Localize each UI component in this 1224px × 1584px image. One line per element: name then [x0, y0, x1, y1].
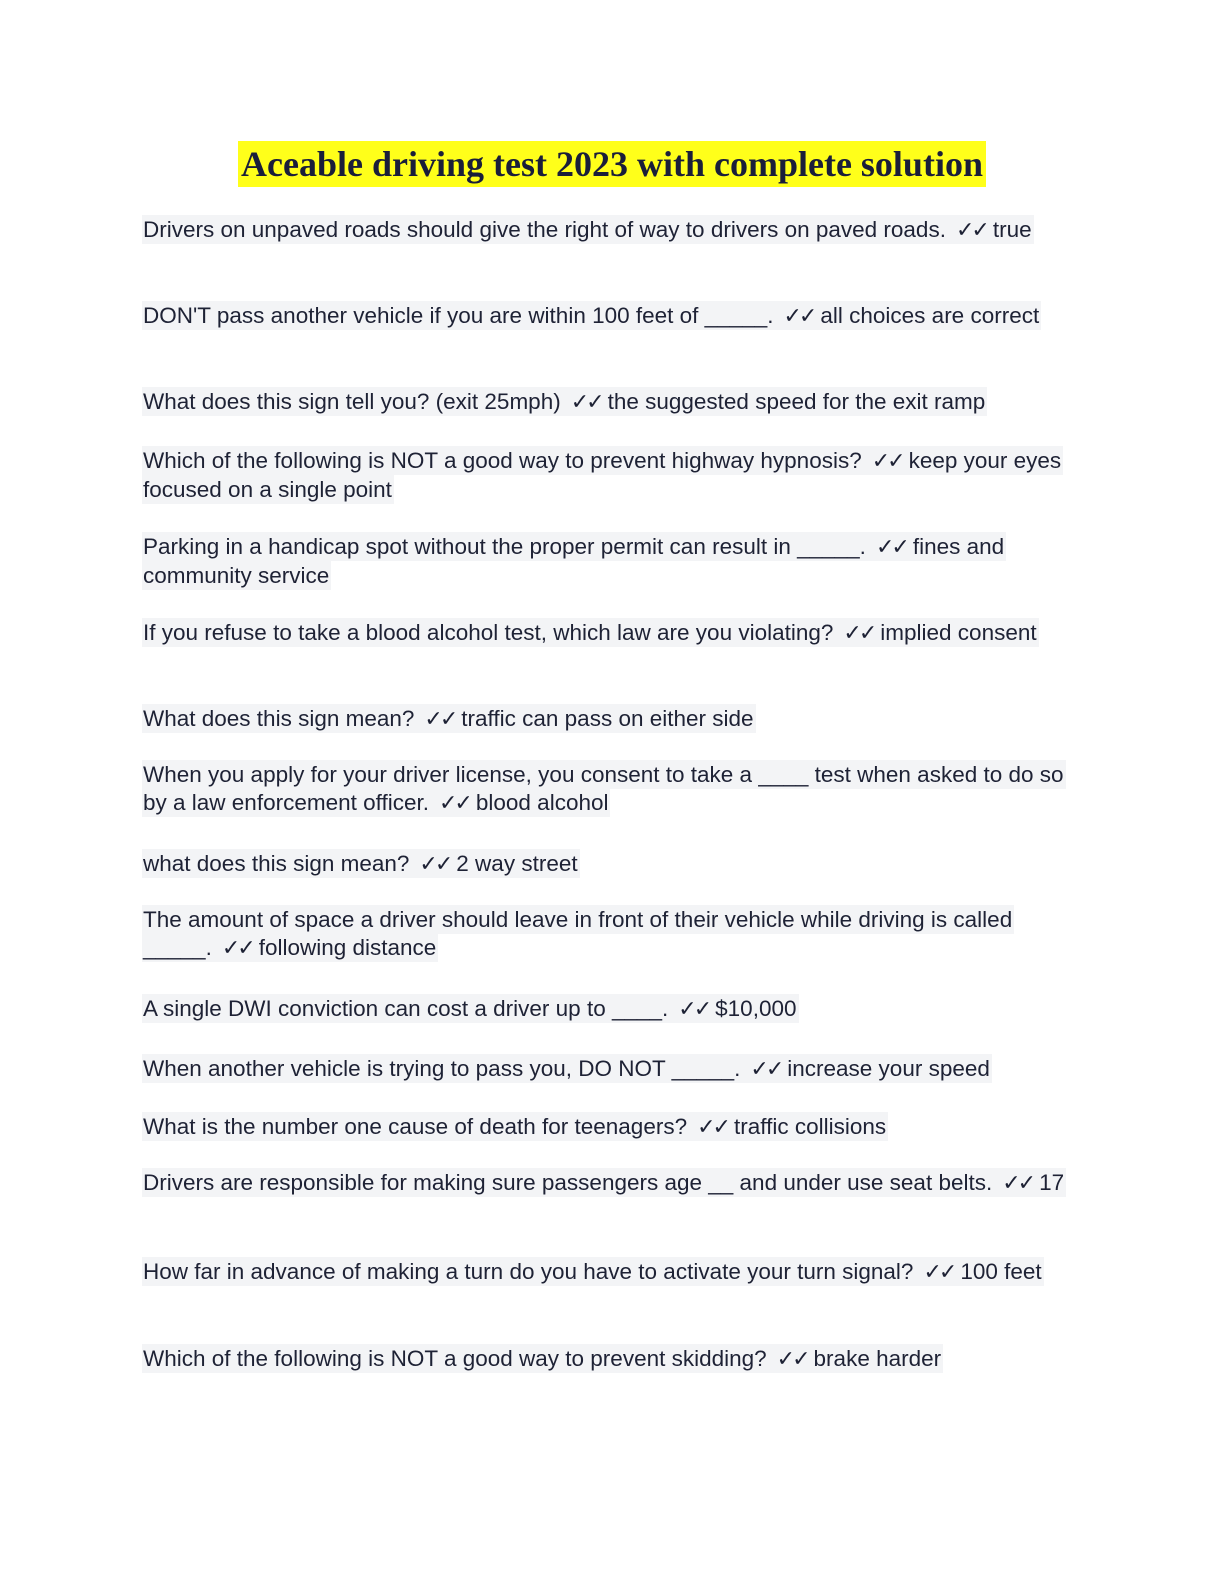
question-text: DON'T pass another vehicle if you are within 100 feet of _____. — [143, 303, 774, 328]
question-text: When another vehicle is trying to pass you, DO NOT _____. — [143, 1056, 741, 1081]
qa-item — [142, 1258, 1082, 1287]
double-check-icon: ✓✓ — [1002, 1171, 1034, 1196]
double-check-icon: ✓✓ — [955, 218, 987, 243]
answer-text: the suggested speed for the exit ramp — [607, 389, 986, 414]
title-container — [0, 141, 1224, 187]
question-text: How far in advance of making a turn do you have to activate your turn signal? — [143, 1259, 914, 1284]
qa-line — [142, 1257, 1044, 1286]
double-check-icon: ✓✓ — [697, 1115, 728, 1140]
qa-line — [142, 446, 1063, 504]
question-text: Drivers are responsible for making sure passengers age __ and under use seat belts. — [143, 1170, 993, 1195]
question-text: What is the number one cause of death for teenagers? — [143, 1114, 688, 1139]
qa-line — [142, 1168, 1066, 1197]
qa-line — [142, 994, 799, 1023]
question-text: what does this sign mean? — [143, 851, 410, 876]
double-check-icon: ✓✓ — [923, 1260, 955, 1285]
qa-item — [142, 705, 1082, 734]
question-text: Which of the following is NOT a good way to prevent highway hypnosis? — [143, 448, 862, 473]
qa-line — [142, 387, 987, 416]
answer-text: following distance — [258, 935, 437, 960]
qa-item — [142, 906, 1082, 963]
qa-item — [142, 447, 1082, 504]
double-check-icon: ✓✓ — [875, 535, 907, 560]
question-text: Which of the following is NOT a good way to prevent skidding? — [143, 1346, 767, 1371]
answer-text: brake harder — [813, 1346, 942, 1371]
qa-item — [142, 1055, 1082, 1084]
qa-item — [142, 1345, 1082, 1374]
qa-line — [142, 704, 756, 733]
qa-item — [142, 850, 1082, 879]
qa-item — [142, 1113, 1082, 1142]
qa-item — [142, 302, 1082, 331]
qa-line — [142, 849, 580, 878]
double-check-icon: ✓✓ — [843, 621, 875, 646]
question-text: Drivers on unpaved roads should give the right of way to drivers on paved roads. — [143, 217, 946, 242]
question-text: The amount of space a driver should leave in front of their vehicle while driving is called _____. — [143, 907, 1013, 960]
qa-line — [142, 760, 1066, 817]
question-text: What does this sign mean? — [143, 706, 415, 731]
double-check-icon: ✓✓ — [424, 707, 456, 732]
double-check-icon: ✓✓ — [678, 997, 710, 1022]
qa-item — [142, 533, 1082, 590]
question-text: If you refuse to take a blood alcohol test, which law are you violating? — [143, 620, 834, 645]
double-check-icon: ✓✓ — [570, 390, 602, 415]
qa-item — [142, 995, 1082, 1024]
qa-line — [142, 215, 1034, 244]
double-check-icon: ✓✓ — [221, 936, 253, 961]
qa-line — [142, 1054, 992, 1083]
double-check-icon: ✓✓ — [871, 449, 903, 474]
qa-item — [142, 216, 1082, 245]
qa-line — [142, 618, 1039, 647]
answer-text: traffic collisions — [733, 1114, 887, 1139]
answer-text: traffic can pass on either side — [461, 706, 754, 731]
answer-text: keep your eyes focused on a single point — [143, 448, 1062, 502]
double-check-icon: ✓✓ — [750, 1057, 782, 1082]
double-check-icon: ✓✓ — [783, 304, 815, 329]
qa-line — [142, 301, 1041, 330]
answer-text: implied consent — [880, 620, 1037, 645]
question-text: A single DWI conviction can cost a driver up to ____. — [143, 996, 669, 1021]
answer-text: true — [992, 217, 1032, 242]
question-text: Parking in a handicap spot without the proper permit can result in _____. — [143, 534, 866, 559]
qa-line — [142, 905, 1014, 962]
question-text: What does this sign tell you? (exit 25mph) — [143, 389, 561, 414]
answer-text: blood alcohol — [475, 790, 609, 815]
double-check-icon: ✓✓ — [776, 1347, 808, 1372]
qa-line — [142, 532, 1006, 590]
answer-text: $10,000 — [715, 996, 797, 1021]
qa-line — [142, 1344, 943, 1373]
qa-item — [142, 388, 1082, 417]
answer-text: 100 feet — [960, 1259, 1042, 1284]
answer-text: 2 way street — [456, 851, 578, 876]
page-title: Aceable driving test 2023 with complete solution — [238, 141, 986, 187]
answer-text: all choices are correct — [820, 303, 1040, 328]
qa-line — [142, 1112, 888, 1141]
answer-text: 17 — [1039, 1170, 1065, 1195]
question-text: When you apply for your driver license, you consent to take a ____ test when asked to do so by a law enforcement officer. — [143, 762, 1064, 815]
double-check-icon: ✓✓ — [439, 791, 470, 816]
qa-item — [142, 619, 1082, 648]
answer-text: increase your speed — [787, 1056, 990, 1081]
qa-item — [142, 1169, 1082, 1198]
qa-item — [142, 761, 1082, 818]
double-check-icon: ✓✓ — [419, 852, 451, 877]
answer-text: fines and community service — [143, 534, 1005, 588]
